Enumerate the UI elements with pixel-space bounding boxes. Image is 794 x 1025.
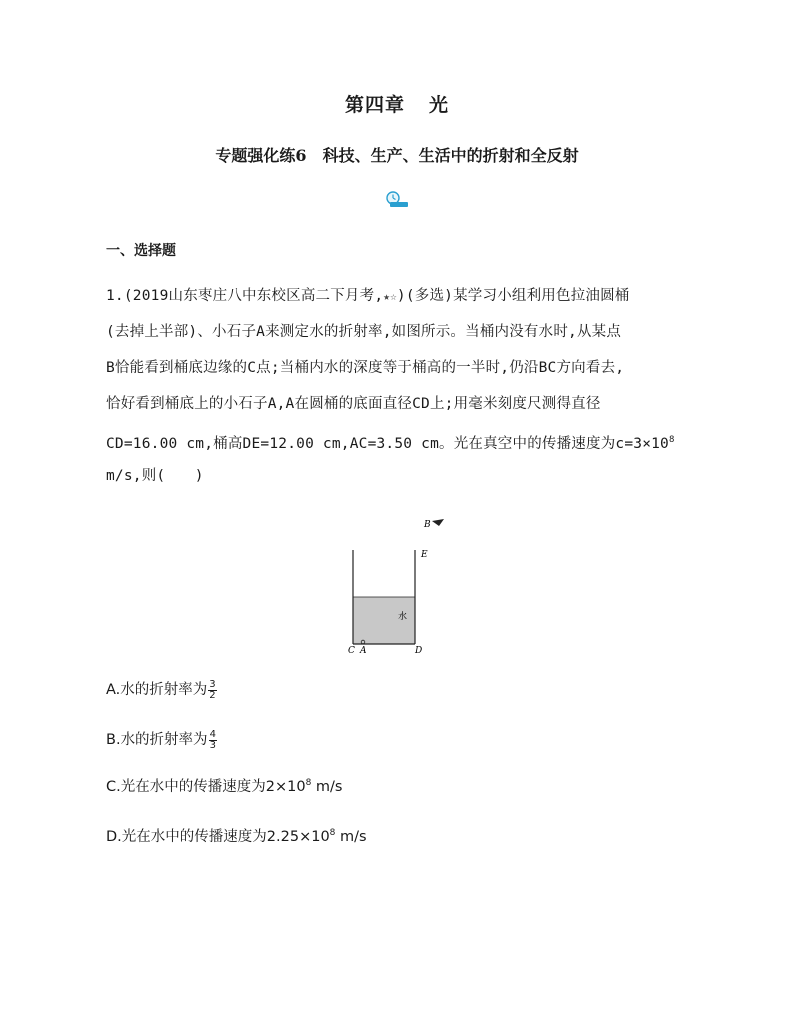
water-label: 水 — [398, 612, 408, 622]
subtitle-topic: 科技、生产、生活中的折射和全反射 — [322, 146, 579, 165]
option-d-text: 光在水中的传播速度为2.25×10 — [121, 829, 330, 845]
fraction-numerator: 3 — [209, 678, 216, 690]
question-number: 1. — [106, 288, 124, 304]
section-subtitle — [0, 143, 794, 166]
label-E: E — [421, 550, 428, 560]
fraction-numerator: 4 — [209, 728, 216, 740]
chapter-topic: 光 — [429, 94, 450, 116]
question-line-3: B恰能看到桶底边缘的C点;当桶内水的深度等于桶高的一半时,仍沿BC方向看去, — [106, 360, 625, 376]
label-A: A — [360, 646, 367, 655]
subtitle-prefix: 专题强化练6 — [215, 146, 307, 165]
question-line-6: m/s,则( ) — [106, 468, 204, 484]
option-c[interactable] — [106, 775, 342, 796]
option-d-label: D. — [106, 829, 122, 845]
option-a-label: A. — [106, 682, 121, 698]
exponent: 8 — [669, 435, 675, 445]
question-text-5: CD=16.00 cm,桶高DE=12.00 cm,AC=3.50 cm。光在真空中的传播速度为c=3×10 — [106, 435, 669, 452]
option-a-text: 水的折射率为 — [120, 682, 208, 698]
fraction-denominator: 2 — [209, 689, 216, 701]
eye-icon — [432, 519, 444, 526]
chapter-number: 第四章 — [344, 94, 405, 116]
question-line-2: (去掉上半部)、小石子A来测定水的折射率,如图所示。当桶内没有水时,从某点 — [106, 324, 622, 340]
exponent: 8 — [305, 778, 312, 789]
bucket-figure — [340, 510, 450, 655]
option-d-unit: m/s — [335, 829, 367, 845]
option-c-text: 光在水中的传播速度为2×10 — [120, 779, 306, 795]
fraction-denominator: 3 — [209, 739, 216, 751]
exponent: 8 — [329, 828, 336, 839]
fraction — [209, 730, 217, 751]
option-c-label: C. — [106, 779, 121, 795]
option-a[interactable] — [106, 678, 217, 701]
difficulty-stars-icon: ★☆ — [383, 290, 397, 303]
label-B: B — [424, 520, 431, 530]
question-line-5 — [106, 430, 675, 454]
question-source: (2019山东枣庄八中东校区高二下月考, — [123, 288, 384, 304]
fraction — [208, 680, 216, 701]
option-d[interactable] — [106, 825, 367, 846]
question-line-4: 恰好看到桶底上的小石子A,A在圆桶的底面直径CD上;用毫米刻度尺测得直径 — [106, 396, 601, 412]
option-b[interactable] — [106, 728, 217, 751]
option-b-text: 水的折射率为 — [120, 732, 208, 748]
option-c-unit: m/s — [311, 779, 343, 795]
clock-badge-icon — [385, 190, 409, 208]
option-b-label: B. — [106, 732, 121, 748]
chapter-title — [0, 90, 794, 117]
section-heading: 一、选择题 — [106, 243, 176, 259]
question-text-1: )(多选)某学习小组利用色拉油圆桶 — [396, 288, 630, 304]
label-D: D — [415, 646, 423, 655]
question-line-1 — [106, 286, 630, 307]
label-C: C — [348, 646, 355, 655]
